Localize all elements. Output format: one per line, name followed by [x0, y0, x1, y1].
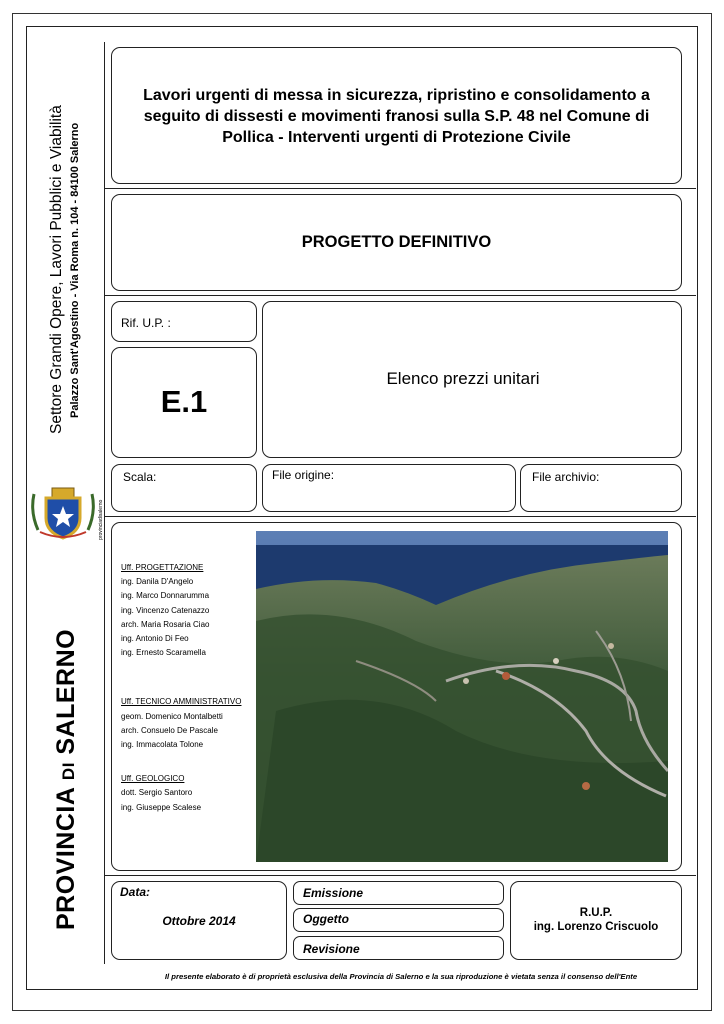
document-code: E.1	[160, 384, 208, 419]
phase-title: PROGETTO DEFINITIVO	[301, 233, 492, 251]
progettazione-heading: Uff. PROGETTAZIONE	[121, 563, 204, 572]
project-title-line3: Pollica - Interventi urgenti di Protezione Civile	[222, 129, 571, 146]
revisione-label: Revisione	[303, 942, 360, 956]
date-value: Ottobre 2014	[162, 914, 236, 928]
rup-block	[510, 906, 682, 934]
rif-label: Rif. U.P. :	[121, 316, 171, 330]
aerial-photo	[256, 531, 668, 862]
scala-label: Scala:	[123, 470, 157, 484]
date-label: Data:	[120, 885, 151, 899]
staff-member: ing. Ernesto Scaramella	[121, 648, 206, 658]
province-emblem-icon	[28, 484, 98, 542]
department-name: Settore Grandi Opere, Lavori Pubblici e Viabilità	[48, 105, 65, 434]
staff-member: ing. Marco Donnarumma	[121, 591, 210, 601]
sidebar-divider	[104, 42, 105, 964]
province-name-part1: PROVINCIA	[52, 780, 80, 930]
divider	[104, 875, 696, 876]
file-origine-label: File origine:	[272, 468, 335, 482]
oggetto-label: Oggetto	[303, 912, 349, 926]
divider	[104, 295, 696, 296]
rup-label: R.U.P.	[579, 907, 613, 919]
divider	[104, 188, 696, 189]
province-name-part2: DI	[59, 762, 78, 781]
staff-list	[121, 561, 256, 815]
province-name-part3: SALERNO	[52, 628, 80, 763]
emblem-caption: provinciadisalerno	[98, 499, 104, 540]
divider	[104, 516, 696, 517]
staff-member: dott. Sergio Santoro	[121, 788, 193, 798]
project-title-line2: seguito di dissesti e movimenti franosi sulla S.P. 48 nel Comune di	[143, 108, 650, 125]
staff-member: ing. Vincenzo Catenazzo	[121, 605, 210, 615]
tecnico-heading: Uff. TECNICO AMMINISTRATIVO	[121, 697, 242, 707]
disclaimer: Il presente elaborato è di proprietà esclusiva della Provincia di Salerno e la sua riproduzione è vietata senza il consenso dell'Ente	[164, 972, 638, 981]
province-name	[52, 629, 81, 930]
department-address: Palazzo Sant'Agostino - Via Roma n. 104 - 84100 Salerno	[69, 122, 81, 418]
project-title	[111, 85, 682, 148]
rup-name: ing. Lorenzo Criscuolo	[533, 921, 659, 933]
emissione-label: Emissione	[303, 886, 364, 900]
staff-member: ing. Danila D'Angelo	[121, 577, 194, 587]
staff-member: arch. Consuelo De Pascale	[121, 725, 218, 735]
staff-member: ing. Giuseppe Scalese	[121, 802, 202, 812]
aerial-landscape-image	[256, 531, 668, 862]
staff-member: ing. Immacolata Tolone	[121, 740, 204, 750]
staff-member: arch. Maria Rosaria Ciao	[121, 619, 210, 629]
staff-member: ing. Antonio Di Feo	[121, 634, 189, 644]
staff-member: geom. Domenico Montalbetti	[121, 711, 223, 721]
project-title-line1: Lavori urgenti di messa in sicurezza, ripristino e consolidamento a	[143, 87, 650, 104]
file-archivio-label: File archivio:	[532, 470, 600, 484]
geologico-heading: Uff. GEOLOGICO	[121, 774, 185, 784]
document-description: Elenco prezzi unitari	[386, 369, 540, 388]
